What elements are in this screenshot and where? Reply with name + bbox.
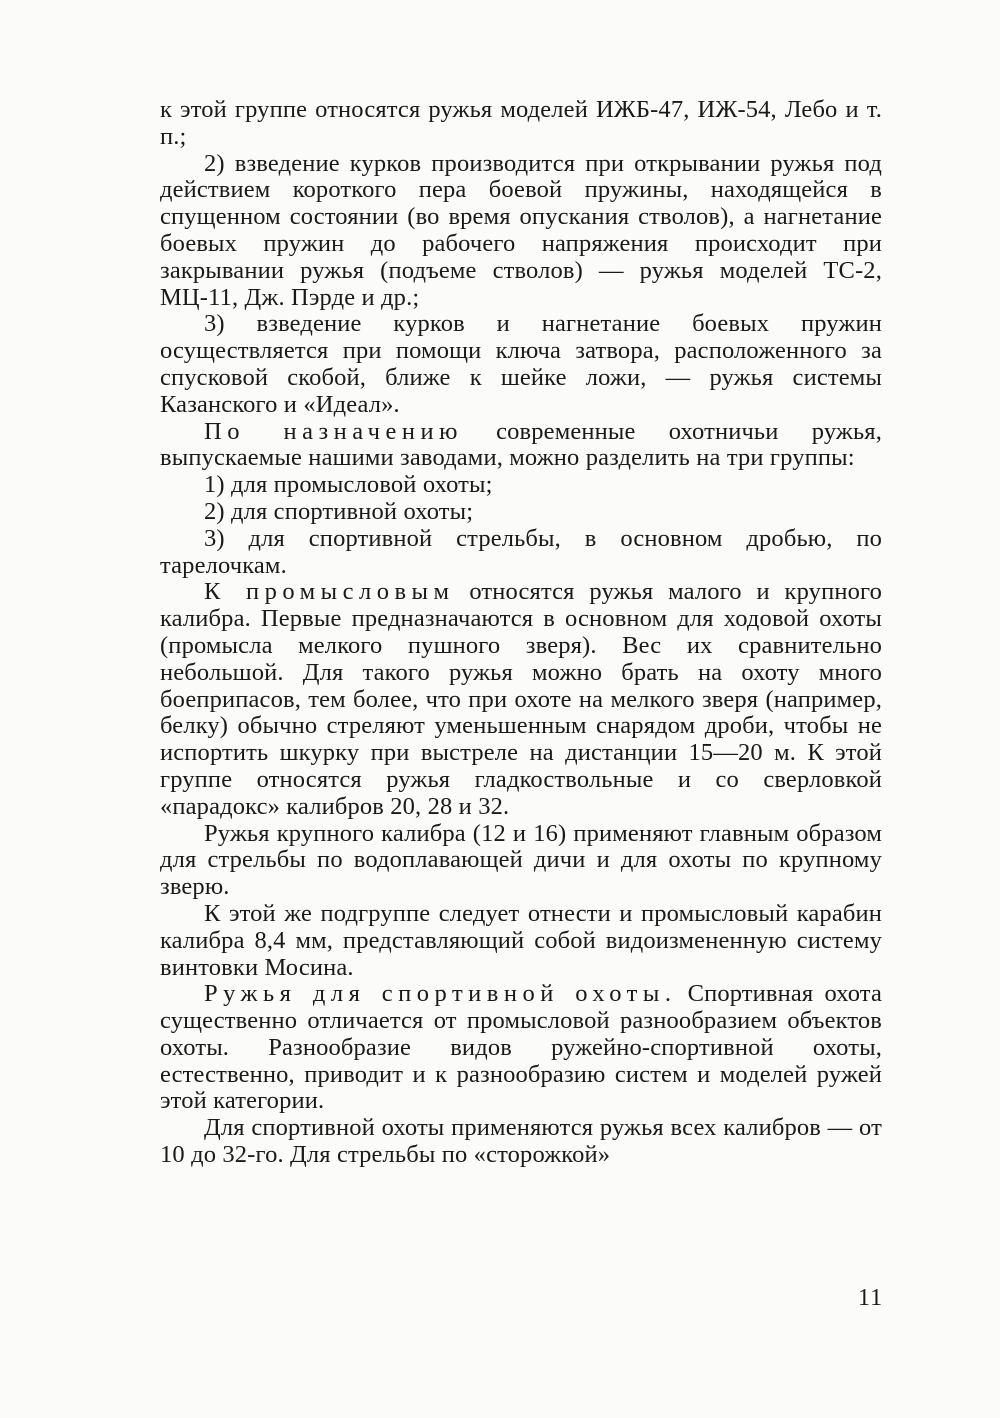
paragraph-text: Ружья крупного калибра (12 и 16) применяют главным образом для стрельбы по водоплавающей дичи и для охоты по крупному зверю. — [160, 819, 882, 901]
paragraph-text: 1) для промысловой охоты; — [204, 471, 493, 499]
paragraph — [160, 981, 882, 1115]
paragraph-text: современные охотничьи ружья, выпускаемые нашими заводами, можно разделить на три группы: — [160, 417, 882, 472]
paragraph-text: 3) для спортивной стрельбы, в основном дробью, по тарелочкам. — [160, 524, 882, 579]
spaced-lead: Ружья для спортивной охоты. — [204, 980, 677, 1008]
paragraph-text: к этой группе относятся ружья моделей ИЖБ-47, ИЖ-54, Лебо и т. п.; — [160, 96, 882, 150]
paragraph-text: 2) взведение курков производится при открывании ружья под действием короткого пера боевой пружины, находящейся в спущенном состоянии (во время опускания стволов), а нагнетание боевых пружин до рабочего напряжения происходит при закрывании ружья (подъеме стволов) — ружья моделей ТС-2, МЦ-11, Дж. Пэрде и др.; — [160, 149, 882, 311]
paragraph — [160, 311, 882, 418]
paragraph-text: Спортивная охота существенно отличается от промысловой разнообразием объектов охоты. Разнообразие видов ружейно-спортивной охоты, естественно, приводит и к разнообразию систем и моделей ружей этой категории. — [160, 980, 882, 1115]
paragraph-text: относятся ружья малого и крупного калибра. Первые предназначаются в основном для ходовой охоты (промысла мелкого пушного зверя). Вес их сравнительно небольшой. Для такого ружья можно брать на охоту много боеприпасов, тем более, что при охоте на мелкого зверя (например, белку) обычно стреляют уменьшенным снарядом дроби, чтобы не испортить шкурку при выстреле на дистанции 15—20 м. К этой группе относятся ружья гладкоствольные и со сверловкой «парадокс» калибров 20, 28 и 32. — [160, 578, 882, 820]
spaced-lead: По назначению — [204, 417, 463, 445]
paragraph — [160, 901, 882, 981]
paragraph — [160, 472, 882, 499]
paragraph — [160, 579, 882, 820]
paragraph-text: К этой же подгруппе следует отнести и промысловый карабин калибра 8,4 мм, представляющий собой видоизмененную систему винтовки Мосина. — [160, 899, 882, 981]
paragraph — [160, 821, 882, 901]
paragraph-text: 3) взведение курков и нагнетание боевых пружин осуществляется при помощи ключа затвора, расположенного за спусковой скобой, ближе к шейке ложи, — ружья системы Казанского и «Идеал». — [160, 310, 882, 418]
spaced-lead: К промысловым — [204, 578, 455, 606]
paragraph — [160, 151, 882, 312]
paragraph — [160, 419, 882, 473]
paragraph-text: 2) для спортивной охоты; — [204, 497, 474, 525]
body-text — [160, 97, 882, 1169]
paragraph — [160, 499, 882, 526]
paragraph — [160, 97, 882, 151]
paragraph-text: Для спортивной охоты применяются ружья всех калибров — от 10 до 32-го. Для стрельбы по «сторожкой» — [160, 1114, 882, 1169]
paragraph — [160, 526, 882, 580]
paragraph — [160, 1115, 882, 1169]
page-number: 11 — [858, 1285, 884, 1311]
